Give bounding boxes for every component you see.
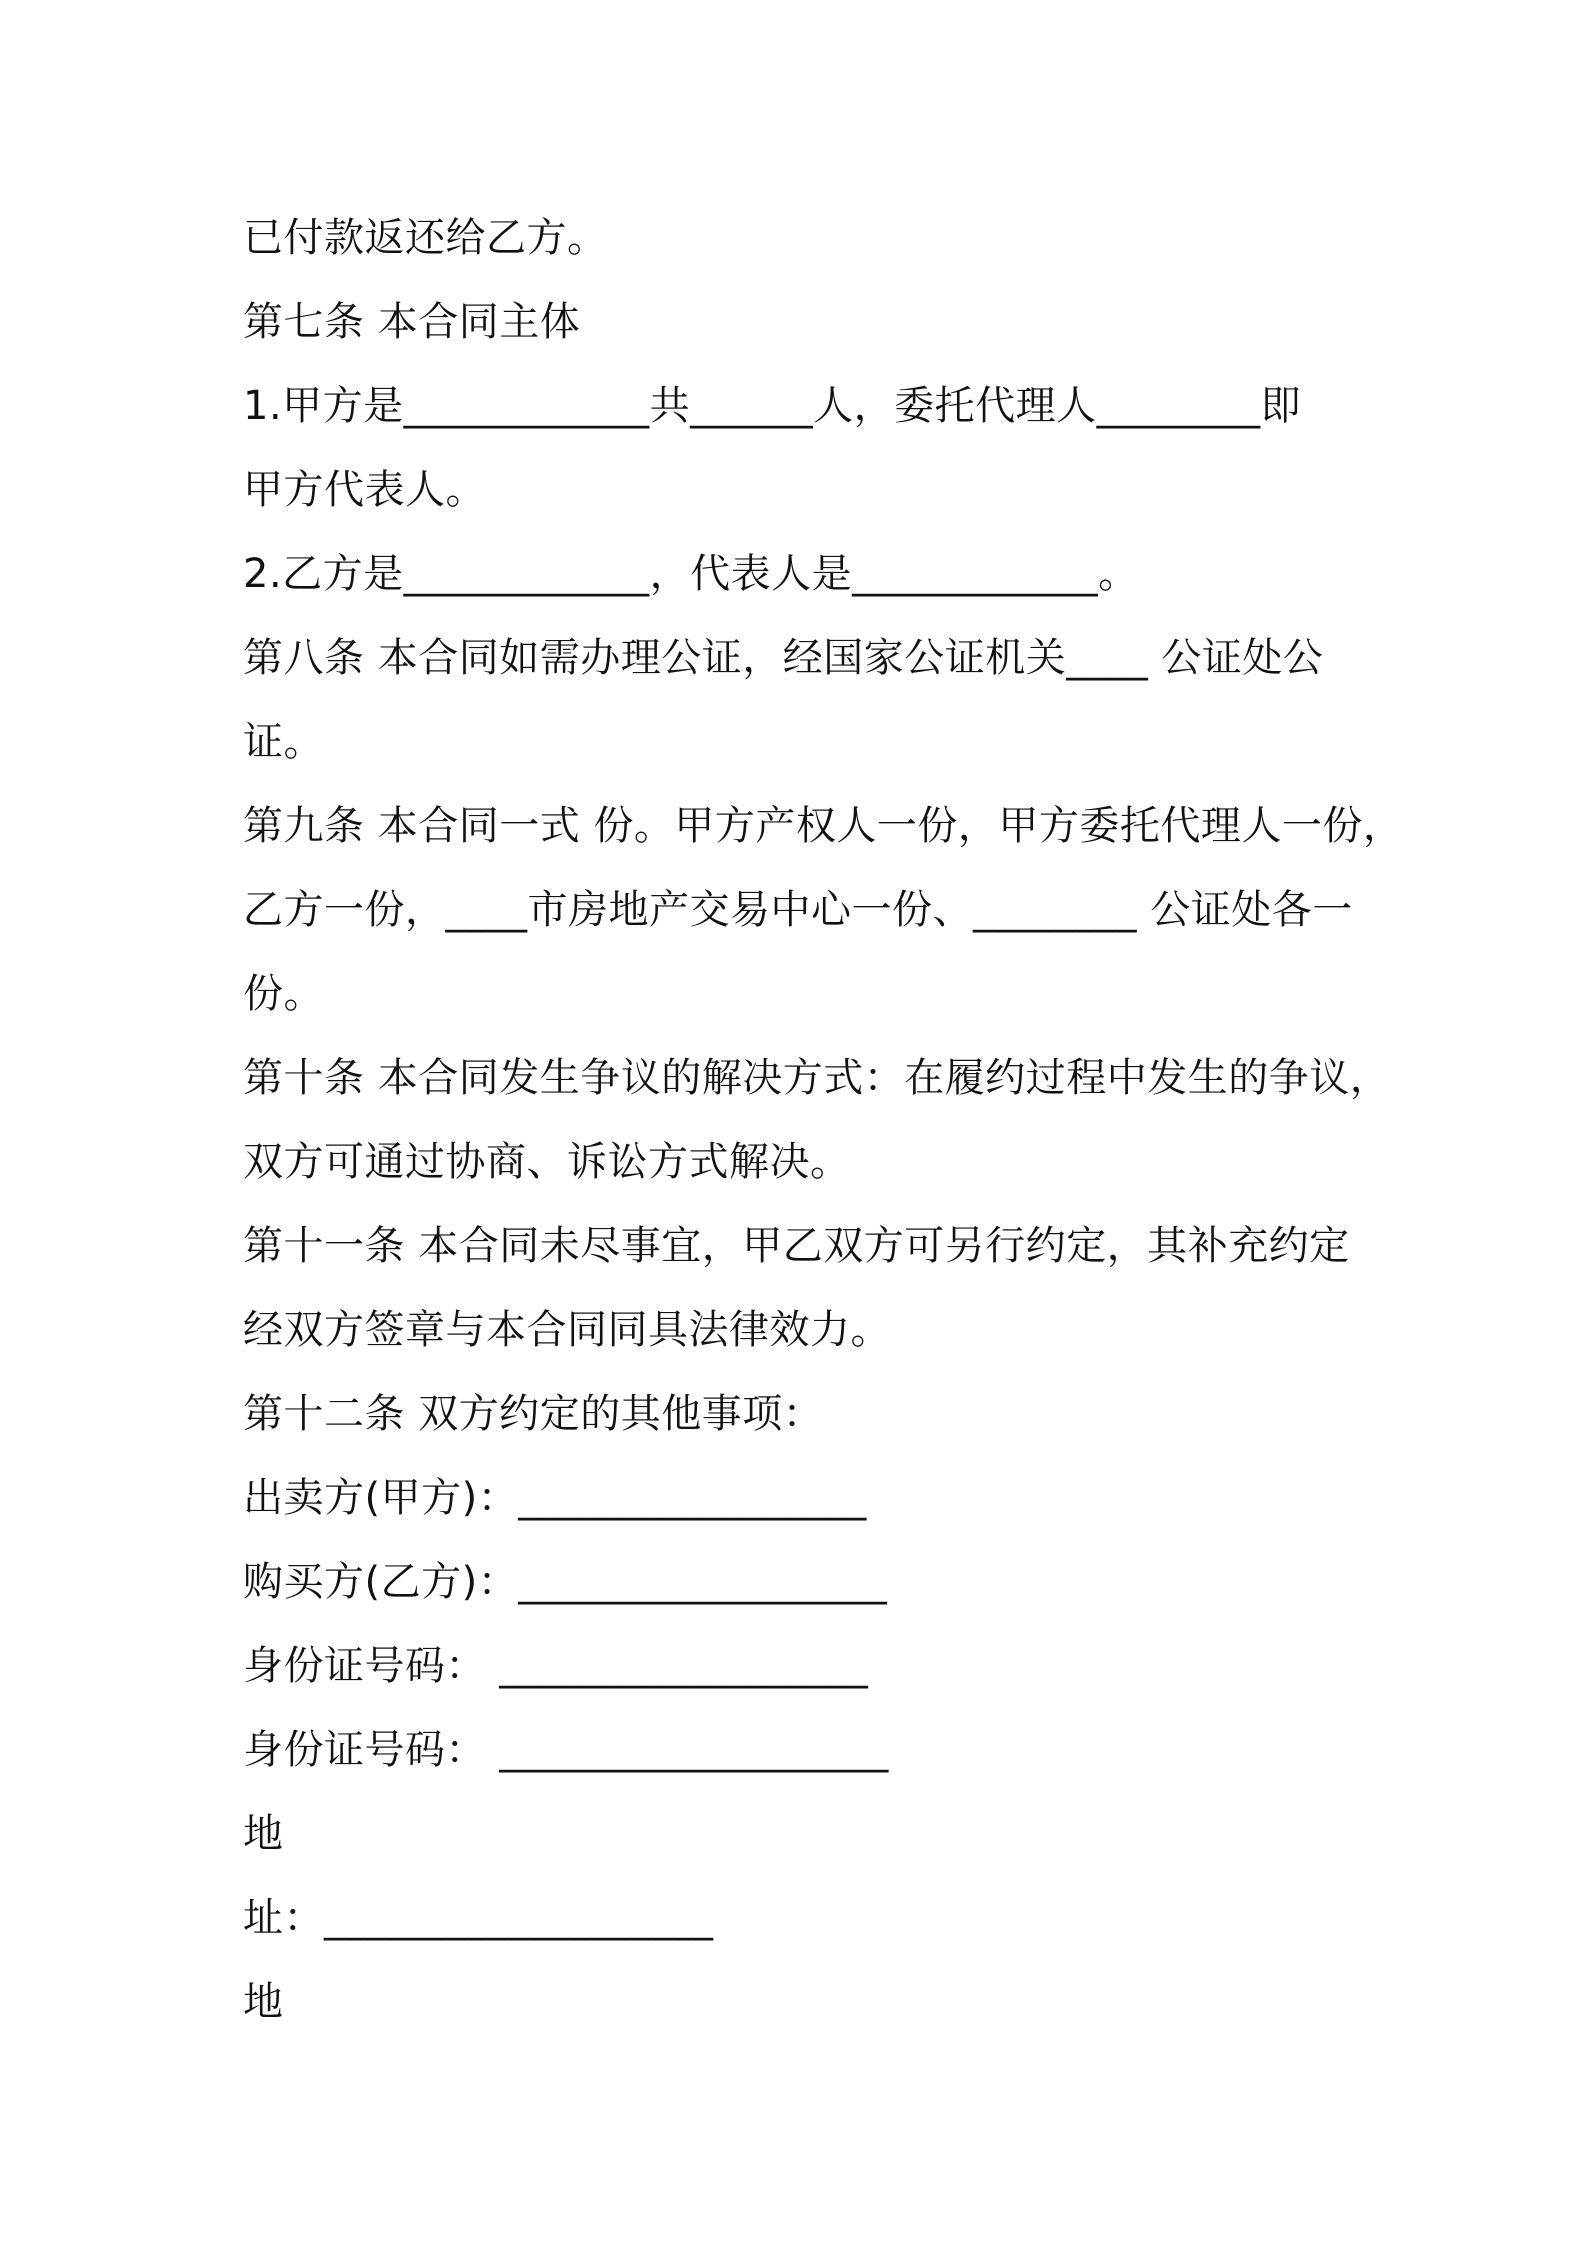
- article-10-line: 第十条 本合同发生争议的解决方式：在履约过程中发生的争议，: [243, 1055, 1391, 1101]
- text-line: 1.甲方是____________共______人，委托代理人________即: [243, 383, 1302, 429]
- article-12-heading: 第十二条 双方约定的其他事项：: [243, 1391, 824, 1437]
- address-label-part: 地: [243, 1811, 284, 1857]
- article-7-heading: 第七条 本合同主体: [243, 299, 581, 345]
- text-line: 已付款返还给乙方。: [243, 215, 608, 261]
- article-8-line: 第八条 本合同如需办理公证，经国家公证机关____ 公证处公: [243, 635, 1324, 681]
- text-line: 乙方一份，____市房地产交易中心一份、________ 公证处各一: [243, 887, 1353, 933]
- text-line: 甲方代表人。: [243, 467, 486, 513]
- text-line: 份。: [243, 971, 324, 1017]
- text-line: 2.乙方是____________，代表人是____________。: [243, 551, 1139, 597]
- id-number-field: 身份证号码： ___________________: [243, 1727, 889, 1773]
- address-label-part: 地: [243, 1979, 284, 2025]
- text-line: 双方可通过协商、诉讼方式解决。: [243, 1139, 851, 1185]
- address-field: 址：___________________: [243, 1895, 714, 1941]
- buyer-field: 购买方(乙方)：__________________: [243, 1559, 888, 1605]
- text-line: 经双方签章与本合同同具法律效力。: [243, 1307, 891, 1353]
- seller-field: 出卖方(甲方)：_________________: [243, 1475, 867, 1521]
- document-body: [243, 196, 1404, 2044]
- id-number-field: 身份证号码： __________________: [243, 1643, 869, 1689]
- article-9-line: 第九条 本合同一式 份。甲方产权人一份，甲方委托代理人一份，: [243, 803, 1404, 849]
- text-line: 证。: [243, 719, 324, 765]
- article-11-line: 第十一条 本合同未尽事宜，甲乙双方可另行约定，其补充约定: [243, 1223, 1350, 1269]
